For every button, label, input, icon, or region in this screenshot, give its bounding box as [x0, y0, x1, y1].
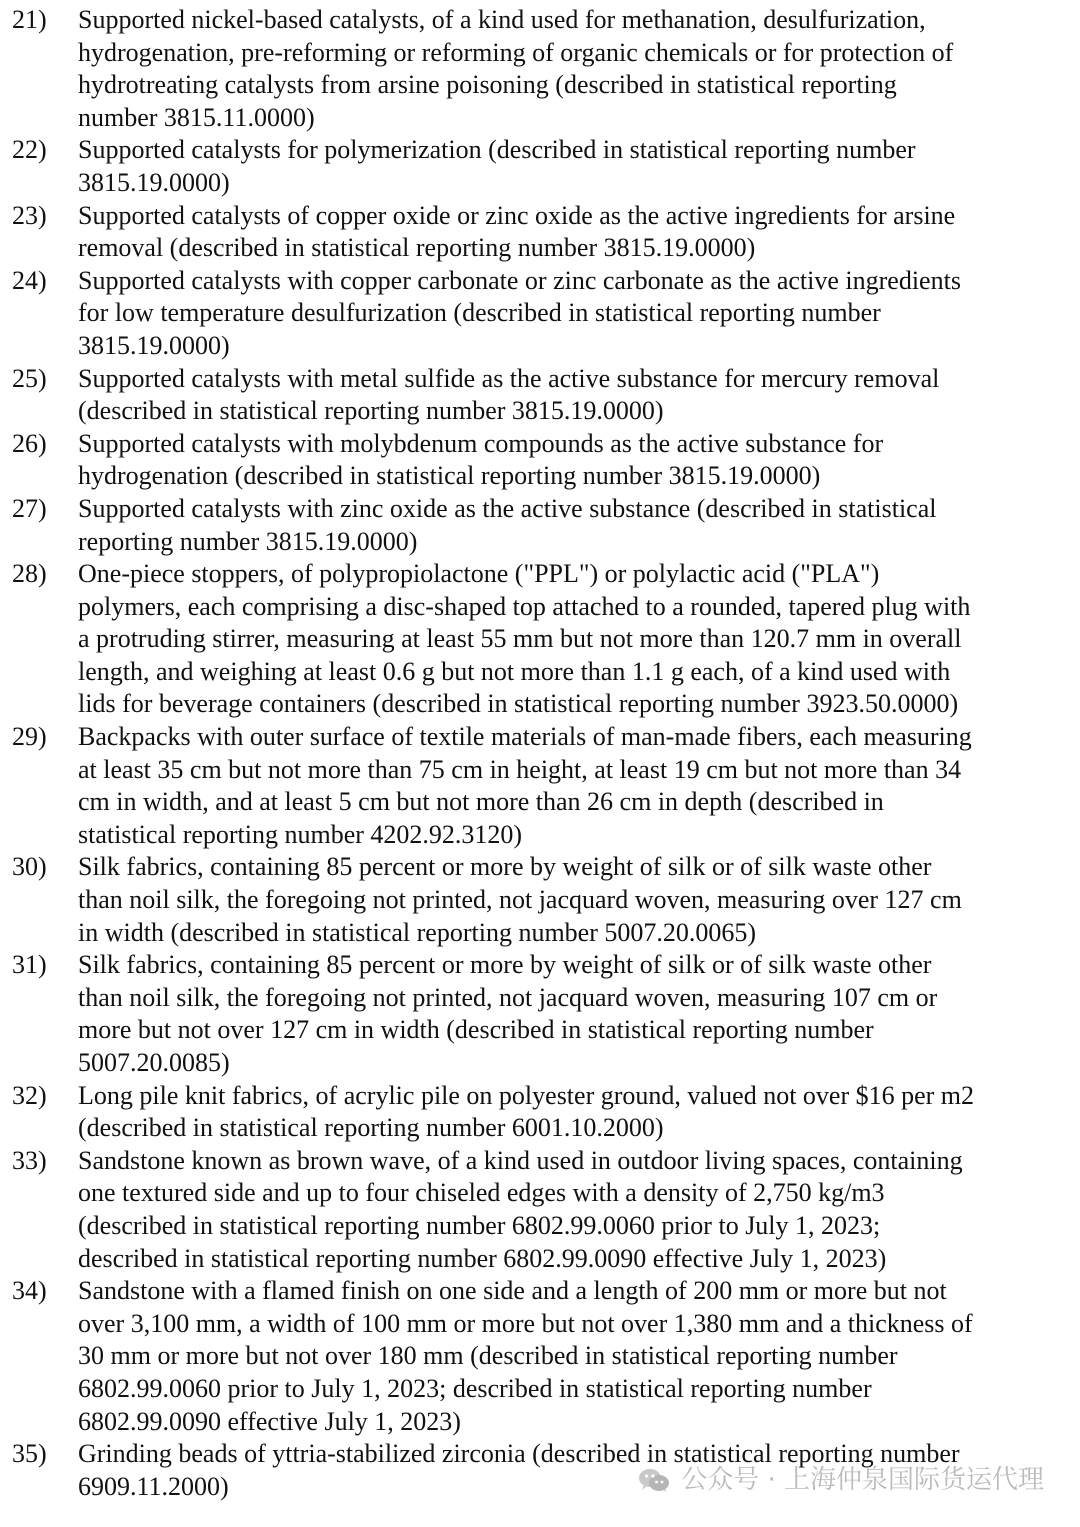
item-number: 35) — [12, 1439, 47, 1469]
list-item — [0, 363, 1080, 428]
item-number: 26) — [12, 428, 47, 458]
item-text — [78, 949, 1080, 1079]
list-item — [0, 4, 1080, 134]
text-line: Backpacks with outer surface of textile materials of man-made fibers, each measuring — [78, 722, 972, 752]
list-item — [0, 1145, 1080, 1275]
item-number: 34) — [12, 1276, 47, 1306]
item-number: 32) — [12, 1080, 47, 1110]
text-line: in width (described in statistical reporting number 5007.20.0065) — [78, 917, 757, 947]
text-line: cm in width, and at least 5 cm but not more than 26 cm in depth (described in — [78, 787, 884, 817]
item-text — [78, 493, 1080, 558]
text-line: Supported catalysts with molybdenum compounds as the active substance for — [78, 428, 884, 458]
text-line: (described in statistical reporting number 6001.10.2000) — [78, 1113, 664, 1143]
text-line: for low temperature desulfurization (described in statistical reporting number — [78, 298, 881, 328]
text-line: reporting number 3815.19.0000) — [78, 526, 418, 556]
item-text — [78, 200, 1080, 265]
item-text — [78, 134, 1080, 199]
text-line: a protruding stirrer, measuring at least 55 mm but not more than 120.7 mm in overall — [78, 624, 962, 654]
text-line: Supported catalysts with metal sulfide as the active substance for mercury removal — [78, 363, 940, 393]
item-number: 21) — [12, 5, 47, 34]
text-line: 3815.19.0000) — [78, 330, 230, 360]
document-body — [0, 4, 1080, 1503]
text-line: than noil silk, the foregoing not printed, not jacquard woven, measuring over 127 cm — [78, 885, 962, 915]
text-line: hydrogenation (described in statistical reporting number 3815.19.0000) — [78, 461, 821, 491]
list-item — [0, 265, 1080, 363]
item-text — [78, 1145, 1080, 1275]
item-text — [78, 428, 1080, 493]
list-item — [0, 1080, 1080, 1145]
item-text — [78, 1275, 1080, 1438]
text-line: length, and weighing at least 0.6 g but not more than 1.1 g each, of a kind used with — [78, 656, 951, 686]
text-line: number 3815.11.0000) — [78, 102, 315, 132]
item-text — [78, 721, 1080, 851]
text-line: Sandstone with a flamed finish on one side and a length of 200 mm or more but not — [78, 1276, 947, 1306]
item-number: 23) — [12, 200, 47, 230]
item-number: 28) — [12, 559, 47, 589]
numbered-list — [0, 4, 1080, 1503]
text-line: statistical reporting number 4202.92.3120) — [78, 819, 523, 849]
text-line: hydrotreating catalysts from arsine poisoning (described in statistical reporting — [78, 70, 897, 100]
list-item — [0, 1438, 1080, 1503]
text-line: 3815.19.0000) — [78, 167, 230, 197]
item-text — [78, 4, 1080, 134]
list-item — [0, 721, 1080, 851]
item-text — [78, 1080, 1080, 1145]
text-line: Silk fabrics, containing 85 percent or more by weight of silk or of silk waste other — [78, 852, 932, 882]
item-number: 33) — [12, 1145, 47, 1175]
item-number: 24) — [12, 265, 47, 295]
list-item — [0, 1275, 1080, 1438]
text-line: 6909.11.2000) — [78, 1471, 229, 1501]
item-text — [78, 558, 1080, 721]
text-line: more but not over 127 cm in width (described in statistical reporting number — [78, 1015, 874, 1045]
list-item — [0, 493, 1080, 558]
text-line: One-piece stoppers, of polypropiolactone ("PPL") or polylactic acid ("PLA") — [78, 559, 880, 589]
text-line: 5007.20.0085) — [78, 1048, 230, 1077]
text-line: lids for beverage containers (described in statistical reporting number 3923.50.0000) — [78, 689, 959, 719]
text-line: Silk fabrics, containing 85 percent or more by weight of silk or of silk waste other — [78, 950, 932, 980]
item-text — [78, 265, 1080, 363]
text-line: hydrogenation, pre-reforming or reforming of organic chemicals or for protection of — [78, 37, 954, 67]
list-item — [0, 428, 1080, 493]
list-item — [0, 200, 1080, 265]
text-line: Supported catalysts of copper oxide or zinc oxide as the active ingredients for arsine — [78, 200, 956, 230]
text-line: Sandstone known as brown wave, of a kind used in outdoor living spaces, containing — [78, 1145, 963, 1175]
text-line: polymers, each comprising a disc-shaped top attached to a rounded, tapered plug with — [78, 591, 971, 621]
item-number: 22) — [12, 135, 47, 165]
item-number: 29) — [12, 722, 47, 752]
text-line: described in statistical reporting number 6802.99.0090 effective July 1, 2023) — [78, 1243, 887, 1273]
text-line: 30 mm or more but not over 180 mm (described in statistical reporting number — [78, 1341, 898, 1371]
list-item — [0, 134, 1080, 199]
item-text — [78, 851, 1080, 949]
text-line: Supported catalysts with copper carbonate or zinc carbonate as the active ingredients — [78, 265, 961, 295]
item-number: 31) — [12, 950, 47, 980]
item-text — [78, 363, 1080, 428]
list-item — [0, 851, 1080, 949]
text-line: 6802.99.0090 effective July 1, 2023) — [78, 1406, 461, 1436]
item-text — [78, 1438, 1080, 1503]
text-line: Supported catalysts with zinc oxide as the active substance (described in statistical — [78, 493, 937, 523]
text-line: over 3,100 mm, a width of 100 mm or more but not over 1,380 mm and a thickness of — [78, 1308, 973, 1338]
item-number: 25) — [12, 363, 47, 393]
item-number: 27) — [12, 493, 47, 523]
text-line: Long pile knit fabrics, of acrylic pile on polyester ground, valued not over $16 per m2 — [78, 1080, 975, 1110]
text-line: one textured side and up to four chiseled edges with a density of 2,750 kg/m3 — [78, 1178, 885, 1208]
text-line: Supported nickel-based catalysts, of a kind used for methanation, desulfurization, — [78, 5, 926, 34]
text-line: than noil silk, the foregoing not printed, not jacquard woven, measuring 107 cm or — [78, 982, 938, 1012]
text-line: at least 35 cm but not more than 75 cm in height, at least 19 cm but not more than 34 — [78, 754, 962, 784]
text-line: removal (described in statistical reporting number 3815.19.0000) — [78, 233, 756, 263]
watermark-text: 公众号 · 上海仲泉国际货运代理 — [681, 1465, 1044, 1495]
text-line: Supported catalysts for polymerization (described in statistical reporting number — [78, 135, 916, 165]
item-number: 30) — [12, 852, 47, 882]
text-line: 6802.99.0060 prior to July 1, 2023; described in statistical reporting number — [78, 1373, 872, 1403]
text-line: Grinding beads of yttria-stabilized zirconia (described in statistical reporting number — [78, 1439, 960, 1469]
text-line: (described in statistical reporting number 6802.99.0060 prior to July 1, 2023; — [78, 1210, 881, 1240]
list-item — [0, 949, 1080, 1079]
list-item — [0, 558, 1080, 721]
text-line: (described in statistical reporting number 3815.19.0000) — [78, 396, 664, 426]
